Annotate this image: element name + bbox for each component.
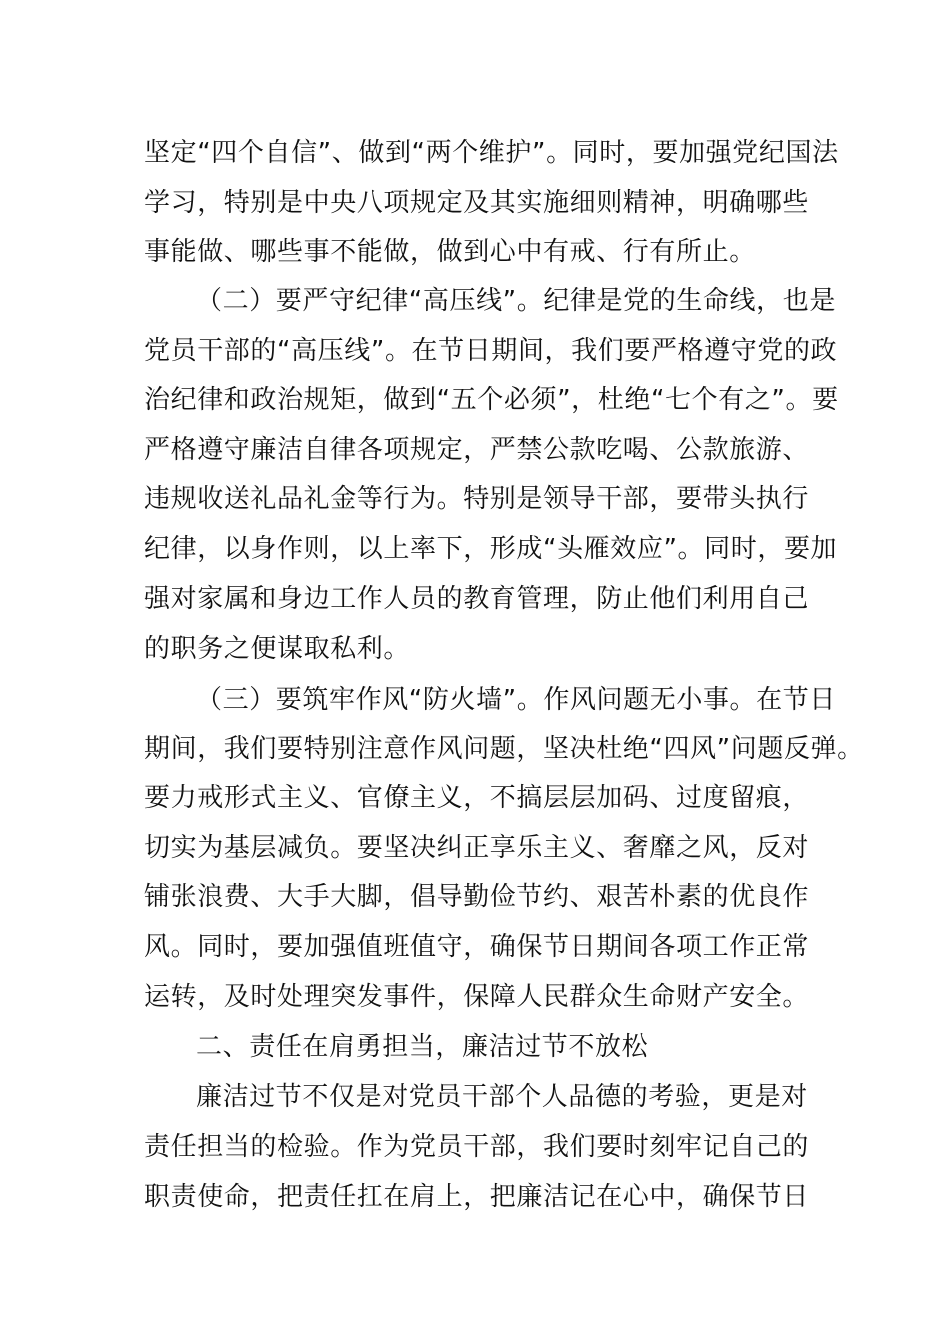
paragraph-heading: （二）要严守纪律“高压线”。纪律是党的生命线，也是 xyxy=(196,286,836,316)
text-line: 要力戒形式主义、官僚主义，不搞层层加码、过度留痕， xyxy=(144,783,810,813)
text-line: 违规收送礼品礼金等行为。特别是领导干部，要带头执行 xyxy=(144,484,810,514)
text-line: 的职务之便谋取私利。 xyxy=(144,634,411,664)
text-line: 坚定“四个自信”、做到“两个维护”。同时，要加强党纪国法 xyxy=(144,138,839,168)
text-line: 期间，我们要特别注意作风问题，坚决杜绝“四风”问题反弹。 xyxy=(144,734,864,764)
text-line: 切实为基层减负。要坚决纠正享乐主义、奢靡之风，反对 xyxy=(144,833,810,863)
paragraph-start: 廉洁过节不仅是对党员干部个人品德的考验，更是对 xyxy=(196,1082,808,1112)
text-line: 风。同时，要加强值班值守，确保节日期间各项工作正常 xyxy=(144,932,810,962)
text-line: 运转，及时处理突发事件，保障人民群众生命财产安全。 xyxy=(144,982,810,1012)
section-heading: 二、责任在肩勇担当，廉洁过节不放松 xyxy=(196,1032,649,1062)
text-line: 党员干部的“高压线”。在节日期间，我们要严格遵守党的政 xyxy=(144,336,838,366)
text-line: 纪律，以身作则，以上率下，形成“头雁效应”。同时，要加 xyxy=(144,534,838,564)
paragraph-heading: （三）要筑牢作风“防火墙”。作风问题无小事。在节日 xyxy=(196,685,836,715)
text-line: 强对家属和身边工作人员的教育管理，防止他们利用自己 xyxy=(144,584,810,614)
text-line: 治纪律和政治规矩，做到“五个必须”，杜绝“七个有之”。要 xyxy=(144,385,839,415)
text-line: 职责使命，把责任扛在肩上，把廉洁记在心中，确保节日 xyxy=(144,1182,810,1212)
text-line: 学习，特别是中央八项规定及其实施细则精神，明确哪些 xyxy=(144,188,810,218)
text-line: 事能做、哪些事不能做，做到心中有戒、行有所止。 xyxy=(144,237,756,267)
text-line: 责任担当的检验。作为党员干部，我们要时刻牢记自己的 xyxy=(144,1132,810,1162)
text-line: 严格遵守廉洁自律各项规定，严禁公款吃喝、公款旅游、 xyxy=(144,435,810,465)
text-line: 铺张浪费、大手大脚，倡导勤俭节约、艰苦朴素的优良作 xyxy=(144,882,810,912)
